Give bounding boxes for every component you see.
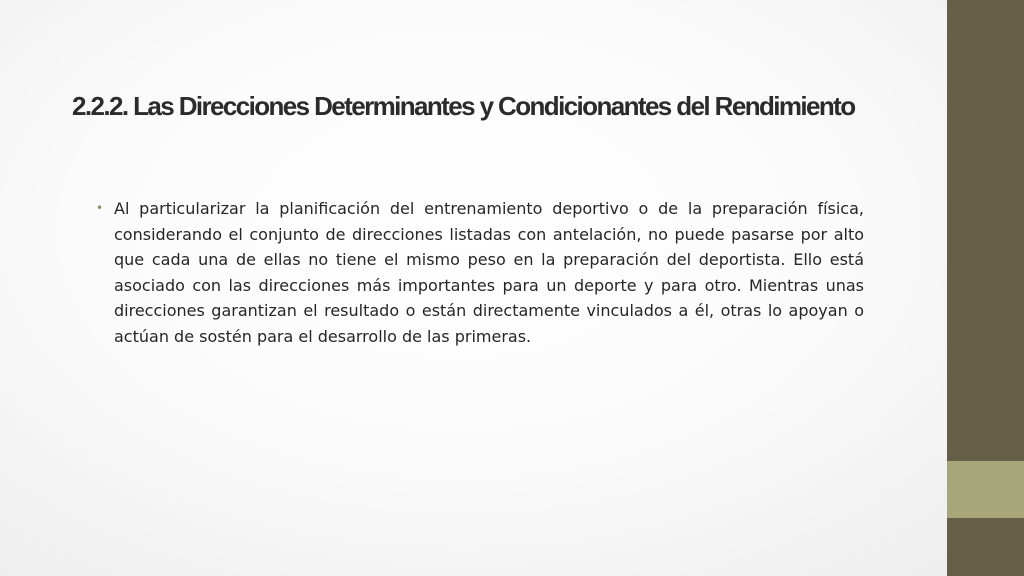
bullet-item <box>96 196 864 349</box>
slide-body <box>96 196 864 349</box>
bullet-text: Al particularizar la planificación del entrenamiento deportivo o de la preparación física, considerando el conjunto de direcciones listadas con antelación, no puede pasarse por alto que cada una de ellas no tiene el mismo peso en la preparación del deportista. Ello está asociado con las direcciones más importantes para un deporte y para otro. Mientras unas direcciones garantizan el resultado o están directamente vinculados a él, otras lo apoyan o actúan de sostén para el desarrollo de las primeras. <box>114 199 864 346</box>
bullet-dot-icon: • <box>96 201 104 215</box>
slide-title: 2.2.2. Las Direcciones Determinantes y Condicionantes del Rendimiento <box>72 91 855 121</box>
decorative-sidebar-accent <box>947 461 1024 518</box>
